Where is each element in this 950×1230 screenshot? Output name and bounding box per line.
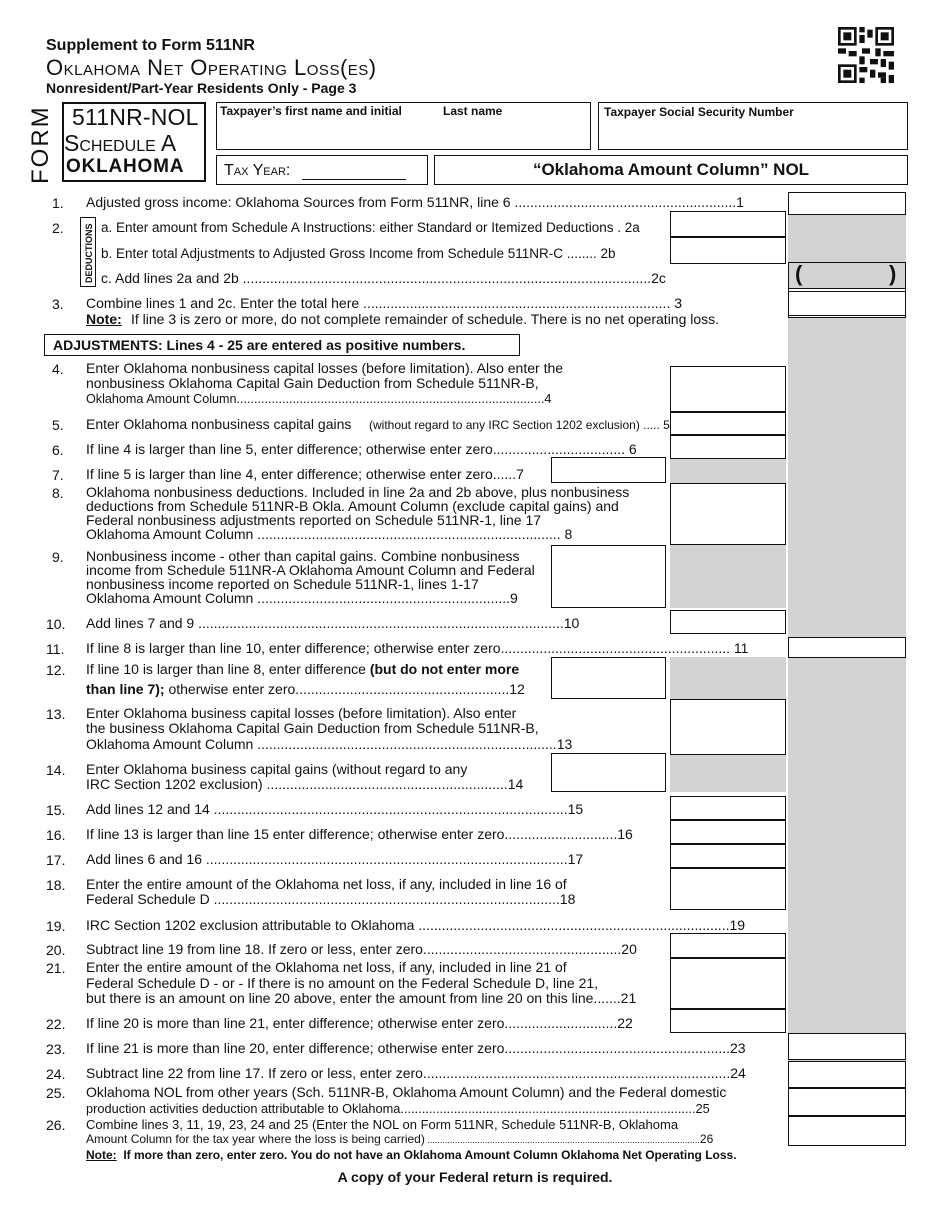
line-9-text-a: Nonbusiness income - other than capital gains. Combine nonbusiness: [86, 548, 520, 564]
line-1-text: Adjusted gross income: Oklahoma Sources from Form 511NR, line 6 .........................................................1: [86, 194, 744, 210]
amount-line-1[interactable]: [788, 192, 906, 215]
adjustments-banner: ADJUSTMENTS: Lines 4 - 25 are entered as positive numbers.: [44, 334, 520, 356]
line-9-text-c: nonbusiness income reported on Schedule 511NR-1, lines 1-17: [86, 576, 479, 592]
line-num: 26.: [46, 1117, 66, 1133]
amount-line-7[interactable]: [551, 457, 666, 483]
line-10-text: Add lines 7 and 9 ..............................................................................................10: [86, 615, 580, 631]
line-num: 8.: [52, 485, 64, 501]
amount-line-12[interactable]: [551, 657, 666, 699]
line-num: 10.: [46, 616, 66, 632]
shade-line-9: [670, 545, 786, 608]
paren-open: (: [795, 261, 803, 286]
line-num: 18.: [46, 877, 66, 893]
line-num: 16.: [46, 827, 66, 843]
first-name-label: Taxpayer’s first name and initial: [220, 104, 402, 118]
line-2c-text: c. Add lines 2a and 2b .........................................................................................................2c: [101, 270, 666, 286]
line-7-text: If line 5 is larger than line 4, enter difference; otherwise enter zero......7: [86, 466, 524, 482]
tax-year-underline: [302, 179, 406, 180]
qr-code-icon: [838, 27, 894, 83]
amount-line-6[interactable]: [670, 435, 786, 459]
line-14-text-a: Enter Oklahoma business capital gains (without regard to any: [86, 761, 468, 777]
line-3-note: If line 3 is zero or more, do not complete remainder of schedule. There is no net operating loss.: [131, 311, 720, 327]
form-subtitle: Nonresident/Part-Year Residents Only - Page 3: [46, 80, 357, 96]
line-8-text-a: Oklahoma nonbusiness deductions. Included in line 2a and 2b above, plus nonbusiness: [86, 484, 630, 500]
deductions-label: [80, 217, 96, 287]
form-number: 511NR-NOL: [72, 104, 199, 130]
line-2a-text: a. Enter amount from Schedule A Instructions: either Standard or Itemized Deductions . 2a: [101, 220, 640, 235]
line-21-text-b: Federal Schedule D - or - If there is no amount on the Federal Schedule D, line 21,: [86, 975, 599, 991]
amount-line-2c-paren[interactable]: [788, 262, 906, 289]
line-12-text: If line 10 is larger than line 8, enter difference (but do not enter more: [86, 661, 520, 677]
line-25-text-a: Oklahoma NOL from other years (Sch. 511NR-B, Oklahoma Amount Column) and the Federal domestic: [86, 1084, 727, 1100]
amount-line-21[interactable]: [670, 958, 786, 1009]
note-label: Note:: [86, 311, 122, 327]
line-4-text-b: nonbusiness Oklahoma Capital Gain Deduction from Schedule 511NR-B,: [86, 375, 539, 391]
line-num: 4.: [52, 361, 64, 377]
line-16-text: If line 13 is larger than line 15 enter difference; otherwise enter zero.............................16: [86, 826, 633, 842]
line-num: 11.: [46, 641, 65, 657]
line-num: 22.: [46, 1016, 66, 1032]
line-5-small: (without regard to any IRC Section 1202 exclusion) ..... 5: [369, 418, 670, 432]
line-18-text-a: Enter the entire amount of the Oklahoma net loss, if any, included in line 16 of: [86, 876, 567, 892]
last-name-label: Last name: [443, 104, 503, 118]
line-19-text: IRC Section 1202 exclusion attributable to Oklahoma ................................................................................19: [86, 917, 746, 933]
amount-line-2a[interactable]: [670, 211, 786, 237]
line-13-text-a: Enter Oklahoma business capital losses (before limitation). Also enter: [86, 705, 517, 721]
line-9-text-d: Oklahoma Amount Column .................................................................9: [86, 590, 518, 606]
line-13-text-c: Oklahoma Amount Column .............................................................................13: [86, 736, 573, 752]
line-num: 2.: [52, 220, 64, 236]
line-3-text: Combine lines 1 and 2c. Enter the total here ............................................................................... 3: [86, 295, 683, 311]
line-8-text-b: deductions from Schedule 511NR-B Okla. Amount Column (exclude capital gains) and: [86, 498, 619, 514]
line-8-text-d: Oklahoma Amount Column .............................................................................. 8: [86, 526, 573, 542]
line-25-text-b: production activities deduction attributable to Oklahoma...................................................................................25: [86, 1101, 710, 1116]
form-title: Oklahoma Net Operating Loss(es): [46, 55, 377, 80]
line-18-text-b: Federal Schedule D .........................................................................................18: [86, 891, 576, 907]
paren-close: ): [889, 261, 897, 286]
amount-line-25[interactable]: [788, 1088, 906, 1116]
line-num: 25.: [46, 1085, 66, 1101]
line-8-text-c: Federal nonbusiness adjustments reported on Schedule 511NR-1, line 17: [86, 512, 542, 528]
shade-line-12: [670, 657, 786, 699]
line-21-text-c: but there is an amount on line 20 above, enter the amount from line 20 on this line.......21: [86, 990, 637, 1006]
line-num: 7.: [52, 467, 64, 483]
line-11-text: If line 8 is larger than line 10, enter difference; otherwise enter zero........................................................... 11: [86, 640, 749, 656]
line-6-text: If line 4 is larger than line 5, enter difference; otherwise enter zero.................................. 6: [86, 441, 637, 457]
line-num: 14.: [46, 762, 66, 778]
line-21-text-a: Enter the entire amount of the Oklahoma net loss, if any, included in line 21 of: [86, 959, 567, 975]
line-num: 12.: [46, 662, 66, 678]
tax-year-label: Tax Year:: [224, 162, 291, 179]
amount-line-26[interactable]: [788, 1116, 906, 1146]
amount-line-18[interactable]: [670, 868, 786, 910]
line-13-text-b: the business Oklahoma Capital Gain Deduction from Schedule 511NR-B,: [86, 720, 539, 736]
line-num: 19.: [46, 918, 66, 934]
line-num: 9.: [52, 549, 64, 565]
svg-text:DEDUCTIONS: DEDUCTIONS: [84, 223, 94, 283]
schedule-label: Schedule A: [64, 130, 177, 156]
amount-line-11[interactable]: [788, 637, 906, 658]
amount-line-2b[interactable]: [670, 237, 786, 264]
line-24-text: Subtract line 22 from line 17. If zero or less, enter zero...............................................................................24: [86, 1065, 746, 1081]
line-12-text-b: than line 7); otherwise enter zero.......................................................12: [86, 681, 525, 697]
line-num: 1.: [52, 195, 64, 211]
line-26-text-b: Amount Column for the tax year where the loss is being carried) .............................................................................................................26: [86, 1132, 714, 1146]
amount-line-13[interactable]: [670, 699, 786, 755]
supplement-title: Supplement to Form 511NR: [46, 37, 255, 54]
line-20-text: Subtract line 19 from line 18. If zero or less, enter zero...................................................20: [86, 941, 637, 957]
line-num: 23.: [46, 1041, 66, 1057]
line-num: 13.: [46, 706, 66, 722]
amount-line-14[interactable]: [551, 753, 666, 792]
line-5-text: Enter Oklahoma nonbusiness capital gains: [86, 416, 352, 432]
amount-line-10-right[interactable]: [670, 610, 786, 634]
amount-line-3[interactable]: [788, 291, 906, 316]
line-2b-text: b. Enter total Adjustments to Adjusted Gross Income from Schedule 511NR-C ........ 2b: [101, 246, 616, 261]
amount-line-8[interactable]: [670, 483, 786, 545]
line-num: 21.: [46, 960, 66, 976]
line-26-note: Note: If more than zero, enter zero. You do not have an Oklahoma Amount Column Oklahoma Net Operating Loss.: [86, 1148, 737, 1162]
line-26-text-a: Combine lines 3, 11, 19, 23, 24 and 25 (Enter the NOL on Form 511NR, Schedule 511NR-B, Oklahoma: [86, 1117, 679, 1132]
form-vertical-label: [20, 100, 56, 184]
amount-line-22[interactable]: [670, 1009, 786, 1033]
shade-col-mid: [788, 317, 906, 637]
line-num: 5.: [52, 417, 64, 433]
line-num: 17.: [46, 852, 66, 868]
amount-line-24[interactable]: [788, 1061, 906, 1088]
footer-note: A copy of your Federal return is required.: [337, 1169, 613, 1185]
shade-line-14: [670, 755, 786, 792]
line-15-text: Add lines 12 and 14 ...........................................................................................15: [86, 801, 584, 817]
amount-line-9[interactable]: [551, 545, 666, 608]
line-14-text-b: IRC Section 1202 exclusion) ..............................................................14: [86, 776, 524, 792]
shade-col-low: [788, 657, 906, 1033]
state-label: OKLAHOMA: [66, 156, 185, 177]
ssn-label: Taxpayer Social Security Number: [604, 105, 794, 119]
amount-line-5[interactable]: [670, 412, 786, 435]
amount-line-15[interactable]: [670, 796, 786, 820]
svg-text:FORM: FORM: [27, 105, 54, 184]
amount-line-16[interactable]: [670, 820, 786, 844]
line-4-text-a: Enter Oklahoma nonbusiness capital losses (before limitation). Also enter the: [86, 360, 564, 376]
line-num: 6.: [52, 442, 64, 458]
amount-line-23[interactable]: [788, 1033, 906, 1060]
line-9-text-b: income from Schedule 511NR-A Oklahoma Amount Column and Federal: [86, 562, 535, 578]
amount-line-4[interactable]: [670, 366, 786, 412]
shade-line-7: [670, 459, 786, 483]
line-23-text: If line 21 is more than line 20, enter difference; otherwise enter zero..........................................................23: [86, 1040, 746, 1056]
column-header: “Oklahoma Amount Column” NOL: [532, 160, 810, 179]
line-17-text: Add lines 6 and 16 .............................................................................................17: [86, 851, 584, 867]
line-4-text-c: Oklahoma Amount Column........................................................................................4: [86, 392, 552, 406]
line-num: 24.: [46, 1066, 66, 1082]
line-num: 20.: [46, 942, 66, 958]
amount-line-20[interactable]: [670, 933, 786, 958]
amount-line-17[interactable]: [670, 844, 786, 868]
line-num: 3.: [52, 296, 64, 312]
line-22-text: If line 20 is more than line 21, enter difference; otherwise enter zero.............................22: [86, 1015, 633, 1031]
line-num: 15.: [46, 802, 66, 818]
